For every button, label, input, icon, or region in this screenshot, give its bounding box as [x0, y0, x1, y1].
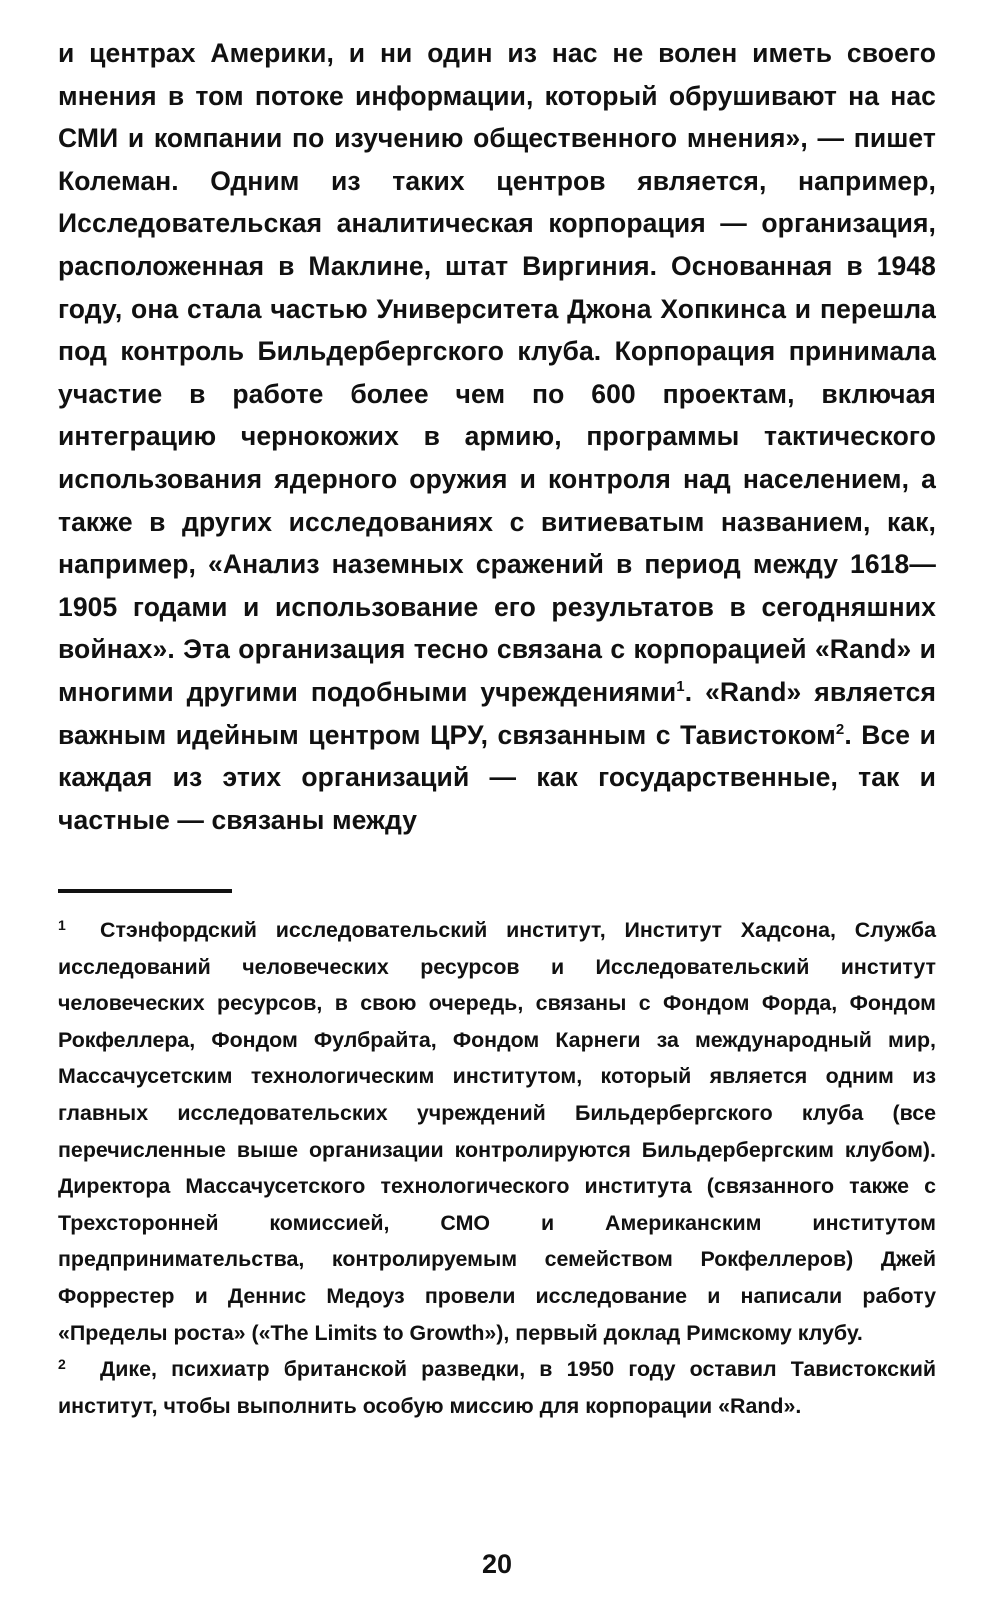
footnote-marker-1: 1	[58, 917, 66, 933]
footnote-separator	[58, 889, 232, 893]
main-text-part1: и центрах Америки, и ни один из нас не волен иметь своего мнения в том потоке информации, который обрушивают на нас СМИ и компании по изучению общественного мнения», — пишет Колеман. Одним из таких центров является, например, Исследовательская аналитическая корпорация — организация, расположенная в Маклине, штат Виргиния. Основанная в 1948 году, она стала частью Университета Джона Хопкинса и перешла под контроль Бильдербергского клуба. Корпорация принимала участие в работе более чем по 600 проектам, включая интеграцию чернокожих в армию, программы тактического использования ядерного оружия и контроля над населением, а также в других исследованиях с витиеватым названием, как, например, «Анализ наземных сражений в период между 1618—1905 годами и использование его результатов в сегодняшних войнах». Эта организация тесно связана с корпорацией «Rand» и многими другими подобными учреждениями	[58, 38, 936, 707]
footnote-text-1: Стэнфордский исследовательский институт, Институт Хадсона, Служба исследований человеческих ресурсов и Исследовательский институт человеческих ресурсов, в свою очередь, связаны с Фондом Форда, Фондом Рокфеллера, Фондом Фулбрайта, Фондом Карнеги за международный мир, Массачусетским технологическим институтом, который является одним из главных исследовательских учреждений Бильдербергского клуба (все перечисленные выше организации контролируются Бильдербергским клубом). Директора Массачусетского технологического института (связанного также с Трехсторонней комиссией, СМО и Американским институтом предпринимательства, контролируемым семейством Рокфеллеров) Джей Форрестер и Деннис Медоуз провели исследование и написали работу «Пределы роста» («The Limits to Growth»), первый доклад Римскому клубу.	[58, 918, 936, 1345]
footnotes-section	[58, 912, 936, 1424]
footnote-marker-2: 2	[58, 1356, 66, 1373]
footnote-1	[58, 912, 936, 1351]
main-text-part3: . Все и каждая из этих организаций — как государственные, так и частные — связаны между	[58, 719, 936, 835]
footnote-ref-2[interactable]: 2	[835, 720, 845, 738]
book-page	[58, 32, 936, 1592]
footnote-text-2: Дике, психиатр британской разведки, в 1950 году оставил Тавистокский институт, чтобы выполнить особую миссию для корпорации «Rand».	[58, 1357, 936, 1418]
page-number: 20	[481, 1549, 513, 1579]
main-text-part2: . «Rand» является важным идейным центром ЦРУ, связанным с Тавистоком	[58, 676, 937, 750]
footnote-2	[58, 1351, 936, 1424]
main-paragraph	[58, 32, 936, 841]
footnote-ref-1[interactable]: 1	[676, 678, 685, 696]
